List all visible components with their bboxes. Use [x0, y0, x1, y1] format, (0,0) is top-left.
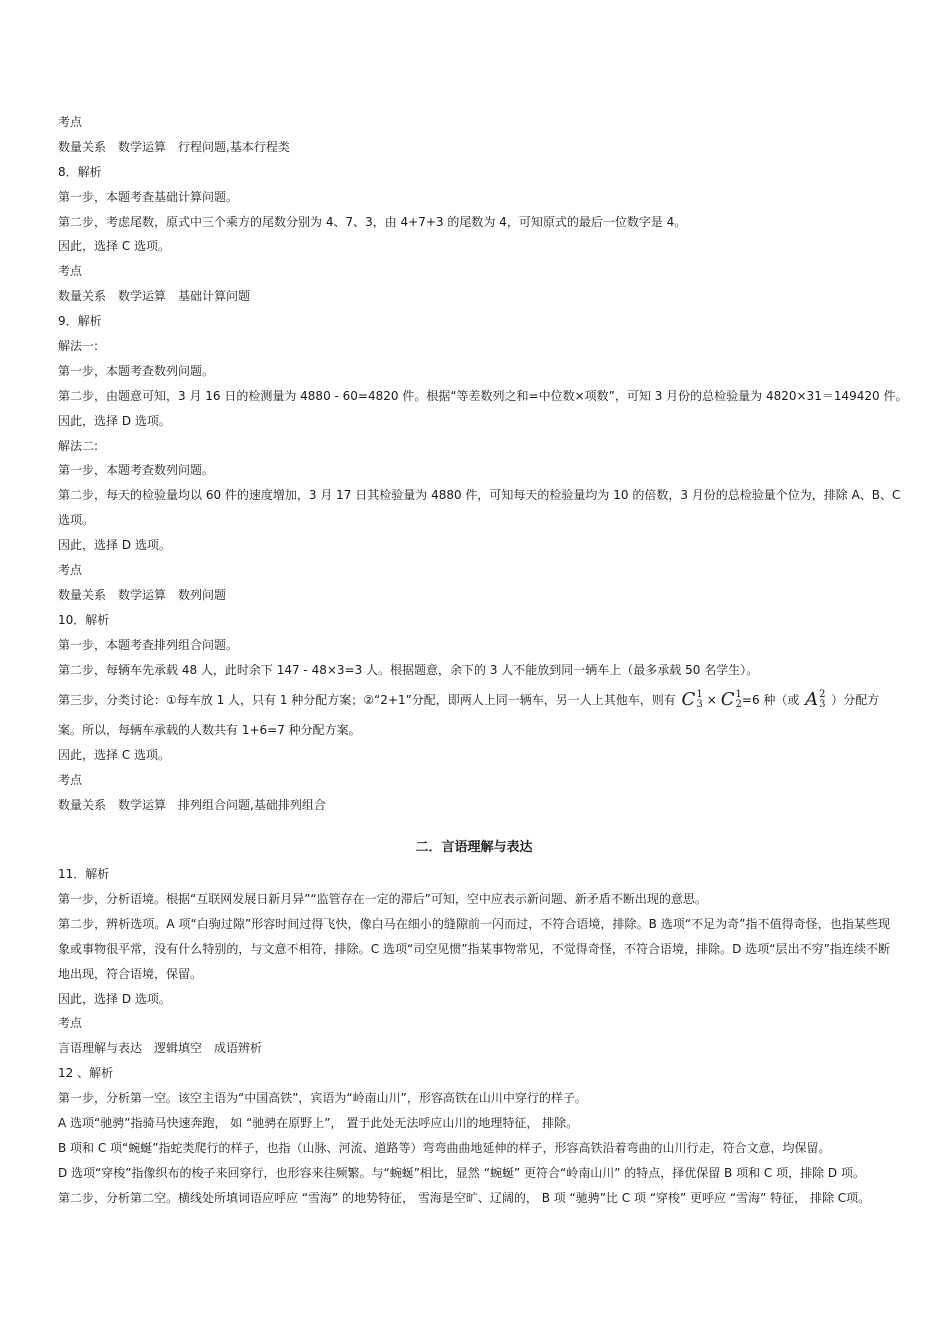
q12-step2: 第二步，分析第二空。横线处所填词语应呼应 “雪海” 的地势特征， 雪海是空旷、辽阔的， B 项 “驰骋”比 C 项 “穿梭” 更呼应 “雪海” 特征， 排除 C项。 — [58, 1190, 871, 1205]
q9-m2-step2: 第二步，每天的检验量均以 60 件的速度增加，3 月 17 日其检验量为 4880 件，可知每天的检验量均为 10 的倍数，3 月份的总检验量个位为，排除 A、B、C — [58, 488, 901, 503]
kaodian-label: 考点 — [58, 115, 83, 129]
q11-answer: 因此，选择 D 选项。 — [58, 991, 171, 1006]
q8-step2: 第二步，考虑尾数，原式中三个乘方的尾数分别为 4、7、3，由 4+7+3 的尾数为 4，可知原式的最后一位数字是 4。 — [58, 214, 687, 229]
q12-option-bc: B 项和 C 项“蜿蜒”指蛇类爬行的样子，也指（山脉、河流、道路等）弯弯曲曲地延伸的样子，形容高铁沿着弯曲的山川行走，符合文意，均保留。 — [58, 1140, 831, 1155]
q10-answer: 因此，选择 C 选项。 — [58, 748, 171, 763]
q11-step1: 第一步，分析语境。根据“互联网发展日新月异”“监管存在一定的滞后”可知，空中应表示新问题、新矛盾不断出现的意思。 — [58, 891, 707, 906]
q10-step2: 第二步，每辆车先承载 48 人，此时余下 147 - 48×3=3 人。根据题意，余下的 3 人不能放到同一辆车上（最多承载 50 名学生）。 — [58, 662, 759, 677]
q12-step1: 第一步，分析第一空。该空主语为“中国高铁”，宾语为“岭南山川”，形容高铁在山川中穿行的样子。 — [58, 1091, 587, 1106]
q11-title: 11．解析 — [58, 867, 110, 882]
q8-title: 8．解析 — [58, 164, 102, 179]
kaodian-tags: 数量关系 数学运算 行程问题,基本行程类 — [58, 139, 290, 154]
q9-m1-step1: 第一步，本题考查数列问题。 — [58, 363, 215, 378]
section-title: 二．言语理解与表达 — [415, 840, 533, 856]
q10-step3-mid: =6 种（或 — [741, 693, 800, 708]
q10-step3-cont: 案。所以，每辆车承载的人数共有 1+6=7 种分配方案。 — [58, 723, 361, 738]
q12-option-a: A 选项“驰骋”指骑马快速奔跑， 如 “驰骋在原野上”， 置于此处无法呼应山川的地理特征， 排除。 — [58, 1116, 579, 1130]
q8-answer: 因此，选择 C 选项。 — [58, 239, 171, 254]
combination-formula-c31: C 1 3 — [681, 689, 703, 711]
kaodian-tags: 数量关系 数学运算 数列问题 — [58, 587, 227, 602]
q10-step3-end: ）分配方 — [831, 693, 880, 708]
q9-m2-answer: 因此，选择 D 选项。 — [58, 538, 171, 553]
q11-step2: 第二步，辨析选项。A 项“白驹过隙”形容时间过得飞快，像白马在细小的缝隙前一闪而过，不符合语境，排除。B 选项“不足为奇”指不值得奇怪，也指某些现象或事物很平常，没有什么特别的，与文意不相符，排除。C 选项“司空见惯”指某事物常见，不觉得奇怪，不符合语境，排除。D 选项“层出不穷”指连续不断地出现，符合语境，保留。 — [58, 916, 890, 981]
permutation-formula-a32: A 2 3 — [805, 689, 826, 711]
q9-m1-step2: 第二步，由题意可知，3 月 16 日的检测量为 4880 - 60=4820 件。根据“等差数列之和=中位数×项数”，可知 3 月份的总检验量为 4820×31＝149420 件。 — [58, 388, 908, 403]
kaodian-tags: 数量关系 数学运算 排列组合问题,基础排列组合 — [58, 798, 326, 813]
q10-step3-text: 第三步，分类讨论：①每车放 1 人，只有 1 种分配方案；②“2+1”分配，即两人上同一辆车，另一人上其他车，则有 — [58, 693, 676, 708]
q10-step1: 第一步，本题考查排列组合问题。 — [58, 637, 239, 652]
q10-step3 — [58, 682, 890, 718]
q9-m2-step2-cont: 选项。 — [58, 513, 95, 528]
document-page — [58, 110, 908, 1211]
q9-m1-answer: 因此，选择 D 选项。 — [58, 413, 171, 428]
q12-option-d: D 选项“穿梭”指像织布的梭子来回穿行，也形容来往频繁。与“蜿蜒”相比，显然 “蜿蜒” 更符合“岭南山川” 的特点，择优保留 B 项和 C 项，排除 D 项。 — [58, 1165, 865, 1180]
kaodian-tags: 言语理解与表达 逻辑填空 成语辨析 — [58, 1041, 263, 1056]
q9-title: 9．解析 — [58, 314, 102, 329]
combination-formula-c21: C 1 2 — [720, 689, 742, 711]
kaodian-label: 考点 — [58, 563, 83, 578]
kaodian-label: 考点 — [58, 1016, 83, 1031]
q9-method2-label: 解法二: — [58, 438, 99, 453]
q10-title: 10．解析 — [58, 612, 110, 627]
q9-m2-step1: 第一步，本题考查数列问题。 — [58, 463, 215, 478]
kaodian-label: 考点 — [58, 773, 83, 788]
q12-title: 12 、解析 — [58, 1066, 114, 1081]
kaodian-label: 考点 — [58, 264, 83, 279]
times-sign: × — [706, 693, 717, 708]
q9-method1-label: 解法一: — [58, 339, 99, 354]
kaodian-tags: 数量关系 数学运算 基础计算问题 — [58, 289, 251, 304]
q8-step1: 第一步，本题考查基础计算问题。 — [58, 189, 239, 204]
